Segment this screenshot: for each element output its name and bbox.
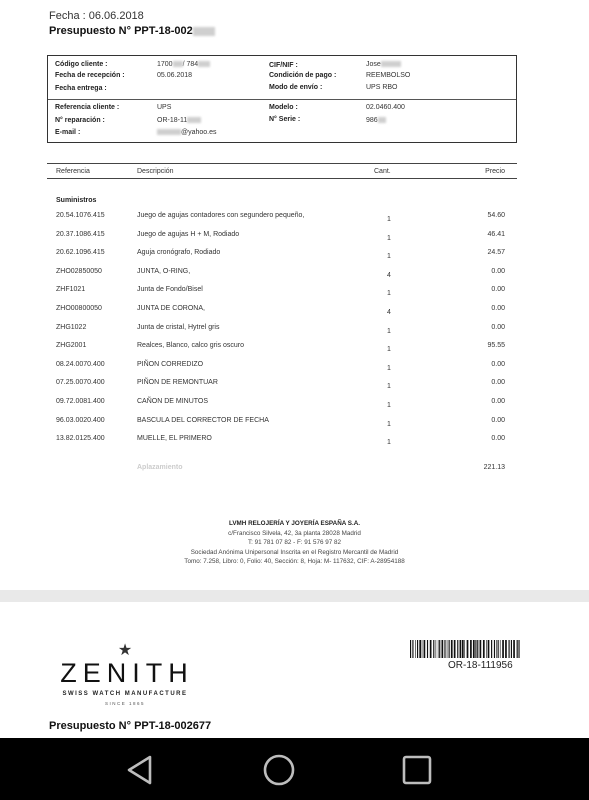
reparacion-label: N° reparación : [55, 117, 105, 124]
barcode-bar [412, 640, 413, 658]
col-descripcion: Descripción [137, 168, 174, 175]
company-registry-details: Tomo: 7.258, Libro: 0, Folio: 40, Sección: 8, Hoja: M- 117632, CIF: A-28954188 [184, 558, 405, 565]
info-separator [48, 99, 516, 100]
serie-value [366, 117, 386, 124]
modelo-value: 02.0460.400 [366, 104, 405, 111]
brand-name: ZENITH [60, 658, 194, 688]
home-circle-icon[interactable] [259, 750, 299, 790]
company-registry: Sociedad Anónima Unipersonal Inscrita en el Registro Mercantil de Madrid [190, 548, 399, 556]
email-value-text: @yahoo.es [181, 129, 217, 136]
codigo-cliente-value-tail: / 784 [182, 61, 199, 68]
item-price: 0.00 [491, 286, 505, 294]
item-price: 0.00 [491, 379, 505, 387]
document-title [49, 25, 215, 37]
barcode-bar [513, 640, 515, 658]
barcode-bar [483, 640, 485, 658]
item-description: Juego de agujas contadores con segundero pequeño, [137, 212, 305, 219]
item-description: Realces, Blanco, calco gris oscuro [137, 342, 244, 350]
item-quantity: 1 [387, 439, 391, 447]
serie-value-text: 986 [366, 117, 378, 124]
item-reference: 07.25.0070.400 [56, 379, 105, 387]
col-precio: Precio [485, 168, 505, 175]
barcode-bar [424, 640, 426, 658]
document-date: Fecha : 06.06.2018 [49, 10, 144, 22]
item-price: 0.00 [491, 398, 505, 405]
barcode-bar [467, 640, 469, 658]
item-quantity: 1 [387, 402, 391, 409]
barcode-bar [505, 640, 507, 658]
item-quantity: 1 [387, 253, 391, 261]
item-quantity: 1 [387, 290, 391, 298]
barcode-bar [451, 640, 453, 658]
serie-label: N° Serie : [269, 116, 301, 123]
cif-label: CIF/NIF : [269, 62, 298, 69]
item-description: JUNTA DE CORONA, [137, 305, 205, 312]
table-row [0, 435, 589, 453]
item-description: JUNTA, O-RING, [137, 267, 191, 275]
barcode-bar [477, 640, 478, 658]
item-price: 0.00 [491, 360, 505, 368]
redacted-block [378, 117, 386, 123]
item-description: PIÑON DE REMONTUAR [137, 379, 218, 387]
email-label: E-mail : [55, 129, 81, 136]
barcode-bar [498, 640, 499, 658]
item-quantity: 1 [387, 346, 391, 354]
modo-envio-value: UPS RBO [366, 84, 398, 91]
barcode-bar [502, 640, 504, 658]
item-price: 95.55 [487, 342, 505, 350]
barcode-bar [488, 640, 490, 658]
barcode-bar [417, 640, 418, 658]
barcode-bar [439, 640, 440, 658]
codigo-cliente-value-head: 1700 [157, 61, 173, 68]
email-value [157, 129, 217, 136]
barcode-bar [480, 640, 482, 658]
recents-square-icon[interactable] [397, 750, 437, 790]
codigo-cliente-value [157, 61, 210, 68]
item-description: Juego de agujas H + M, Rodiado [137, 230, 240, 238]
item-quantity: 1 [387, 383, 391, 391]
barcode-bar [486, 640, 487, 658]
barcode-bar [410, 640, 411, 658]
star-icon: ★ [117, 642, 133, 659]
table-row [0, 361, 589, 379]
total-amount: 221.13 [483, 464, 505, 471]
item-reference: 09.72.0081.400 [56, 398, 105, 405]
item-price: 24.57 [487, 249, 505, 257]
barcode-bar [475, 640, 476, 658]
barcode-bar [500, 640, 501, 658]
barcode-bar [464, 640, 465, 658]
redacted-block [157, 129, 181, 135]
item-price: 0.00 [491, 305, 505, 312]
barcode-bar [422, 640, 423, 658]
item-description: PIÑON CORREDIZO [137, 360, 204, 368]
item-reference: 13.82.0125.400 [56, 435, 105, 443]
item-reference: ZHG1022 [56, 323, 87, 331]
table-row [0, 324, 589, 342]
item-price: 0.00 [491, 323, 505, 331]
company-footer [0, 519, 589, 567]
item-description: Aguja cronógrafo, Rodiado [137, 249, 221, 257]
section-title: Suministros [56, 197, 97, 204]
barcode-bar [518, 640, 519, 658]
item-quantity: 1 [387, 364, 391, 372]
redacted-block [187, 117, 201, 123]
redacted-block [198, 61, 210, 67]
table-row [0, 249, 589, 267]
barcode-bar [438, 640, 439, 658]
referencia-cliente-value: UPS [157, 104, 172, 111]
item-reference: 20.37.1086.415 [56, 230, 105, 238]
barcode-number: OR-18-111956 [448, 660, 513, 671]
item-reference: ZHF1021 [56, 286, 86, 294]
barcode-bar [444, 640, 445, 658]
barcode-bar [470, 640, 472, 658]
barcode-bar [509, 640, 510, 658]
table-row [0, 417, 589, 435]
barcode-bar [462, 640, 464, 658]
table-row [0, 231, 589, 249]
redacted-block [381, 61, 401, 67]
redacted-block [193, 27, 215, 36]
item-quantity: 1 [387, 327, 391, 335]
brand-subtitle: SWISS WATCH MANUFACTURE [62, 691, 188, 697]
col-cantidad: Cant. [374, 168, 391, 175]
aplazamiento-label: Aplazamiento [137, 464, 183, 471]
back-triangle-icon[interactable] [120, 750, 160, 790]
page-gap [0, 590, 589, 602]
item-description: MUELLE, EL PRIMERO [137, 435, 212, 443]
table-row [0, 286, 589, 304]
barcode-bar [454, 640, 456, 658]
barcode-bar [427, 640, 428, 658]
barcode-bar [460, 640, 462, 658]
client-info-box [47, 55, 517, 143]
table-row [0, 398, 589, 416]
item-reference: ZHO02850050 [56, 267, 102, 275]
barcode-bar [449, 640, 450, 658]
barcode-bar [517, 640, 518, 658]
fecha-entrega-label: Fecha entrega : [55, 85, 107, 92]
item-reference: 20.62.1096.415 [56, 249, 105, 257]
barcode-bar [496, 640, 497, 658]
cif-value-text: Jose [366, 61, 381, 68]
barcode-bar [494, 640, 495, 658]
company-name: LVMH RELOJERÍA Y JOYERÍA ESPAÑA S.A. [228, 520, 361, 527]
barcode-bar [433, 640, 434, 658]
barcode-bar [447, 640, 448, 658]
item-description: Junta de cristal, Hytrel gris [137, 323, 220, 331]
brand-since: SINCE 1865 [104, 701, 145, 706]
item-reference: 20.54.1076.415 [56, 212, 105, 219]
company-address: c/Francisco Silvela, 42, 3a planta 28028 Madrid [228, 529, 361, 537]
reparacion-value-text: OR-18-11 [157, 117, 188, 124]
item-reference: 96.03.0020.400 [56, 416, 105, 424]
condicion-pago-value: REEMBOLSO [366, 72, 411, 79]
barcode-bar [473, 640, 475, 658]
item-quantity: 1 [387, 216, 391, 223]
item-quantity: 4 [387, 271, 391, 279]
item-quantity: 1 [387, 420, 391, 428]
company-phone: T: 91 781 07 82 - F: 91 576 97 82 [247, 539, 342, 546]
item-reference: 08.24.0070.400 [56, 360, 105, 368]
barcode-bar [436, 640, 437, 658]
item-reference: ZHG2001 [56, 342, 87, 350]
barcode-bar [419, 640, 421, 658]
item-description: Junta de Fondo/Bisel [137, 286, 203, 294]
codigo-cliente-label: Código cliente : [55, 61, 108, 68]
item-price: 0.00 [491, 267, 505, 275]
table-row [0, 342, 589, 360]
reparacion-value [157, 117, 201, 124]
redacted-block [173, 61, 183, 67]
table-row [0, 268, 589, 286]
item-reference: ZHO00800050 [56, 305, 102, 312]
page2-title: Presupuesto N° PPT-18-002677 [49, 720, 212, 732]
item-price: 0.00 [491, 416, 505, 424]
modelo-label: Modelo : [269, 104, 298, 111]
item-price: 0.00 [491, 435, 505, 443]
table-row [0, 305, 589, 323]
item-quantity: 4 [387, 309, 391, 316]
barcode-bar [442, 640, 444, 658]
barcode-bar [457, 640, 458, 658]
modo-envio-label: Modo de envío : [269, 84, 323, 91]
title-text: Presupuesto N° PPT-18-002 [49, 25, 193, 37]
item-description: BASCULA DEL CORRECTOR DE FECHA [137, 416, 269, 424]
barcode-bar [491, 640, 492, 658]
fecha-recepcion-value: 05.06.2018 [157, 72, 193, 79]
item-description: CAÑON DE MINUTOS [137, 398, 209, 405]
barcode-bar [430, 640, 432, 658]
fecha-recepcion-label: Fecha de recepción : [55, 72, 125, 79]
table-row [0, 212, 589, 230]
barcode-icon [410, 640, 520, 658]
col-referencia: Referencia [56, 168, 90, 175]
cif-value [366, 61, 401, 68]
item-quantity: 1 [387, 234, 391, 242]
table-row [0, 379, 589, 397]
barcode-bar [511, 640, 512, 658]
item-price: 46.41 [487, 230, 505, 238]
barcode-bar [415, 640, 416, 658]
condicion-pago-label: Condición de pago : [269, 72, 337, 79]
items-table-header [47, 163, 517, 179]
referencia-cliente-label: Referencia cliente : [55, 104, 120, 111]
item-price: 54.60 [487, 212, 505, 219]
zenith-logo [49, 643, 201, 706]
